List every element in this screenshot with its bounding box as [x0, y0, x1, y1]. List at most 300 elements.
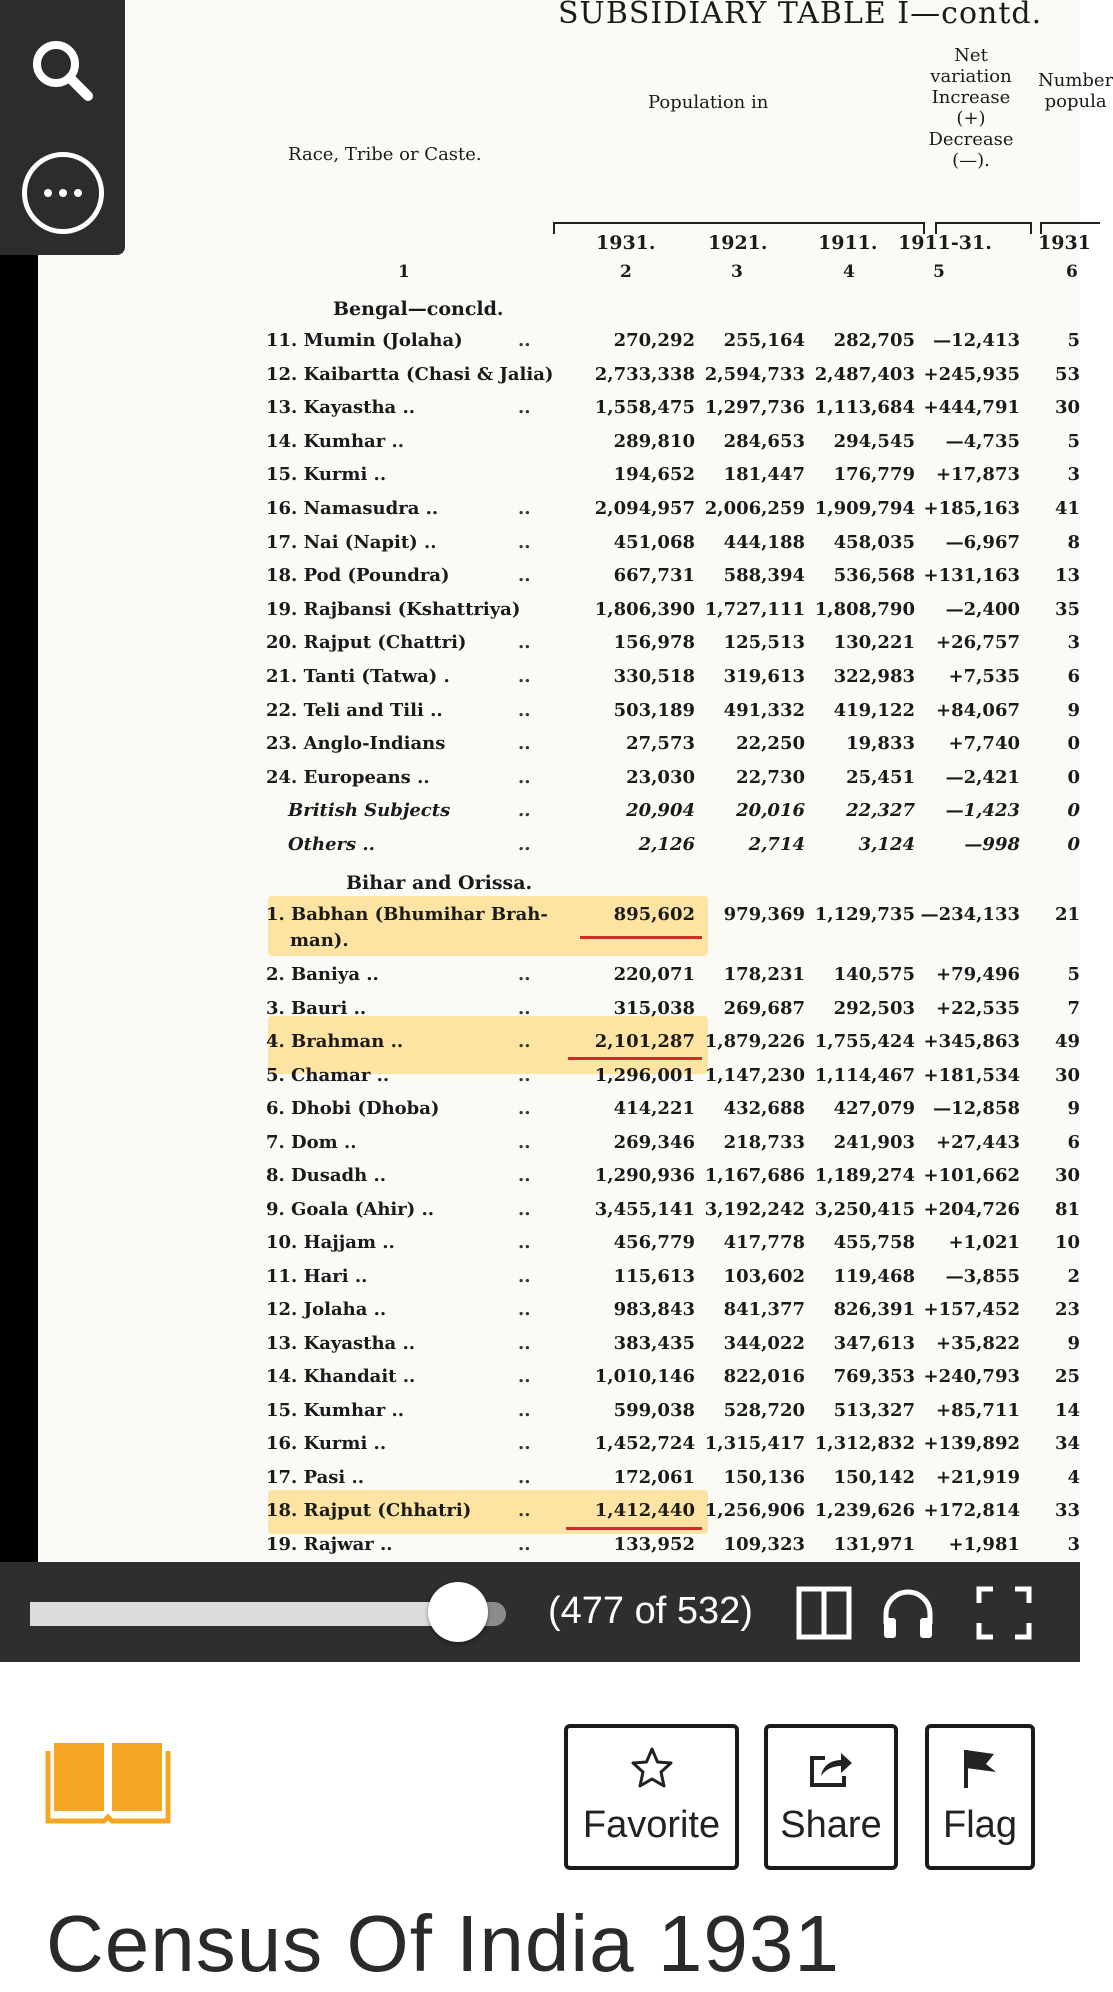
row-name: 9. Goala (Ahir) .. [266, 1198, 435, 1220]
cell-1921: 2,594,733 [704, 363, 805, 385]
cell-1931: 1,296,001 [594, 1064, 695, 1086]
cell-1921: 125,513 [723, 632, 805, 654]
row-name: 13. Kayastha .. [266, 1332, 416, 1354]
cell-number-1931: 3 [1067, 1533, 1080, 1555]
cell-variation: +35,822 [936, 1332, 1020, 1354]
row-leader: .. [518, 1433, 531, 1454]
cell-variation: +157,452 [923, 1299, 1020, 1320]
table-row [38, 796, 1080, 828]
row-name: 5. Chamar .. [266, 1064, 390, 1086]
row-leader: .. [518, 1533, 531, 1555]
fullscreen-button[interactable] [976, 1586, 1032, 1640]
cell-number-1931: 35 [1054, 598, 1080, 620]
cell-variation: +21,919 [936, 1466, 1020, 1488]
cell-1911: 282,705 [833, 330, 915, 351]
cell-variation: —4,735 [945, 430, 1020, 452]
cell-1931: 133,952 [613, 1533, 695, 1555]
cell-variation: +7,535 [948, 666, 1020, 687]
cell-number-1931: 53 [1054, 363, 1080, 385]
cell-1921: 2,006,259 [704, 498, 805, 519]
row-leader: .. [518, 1500, 531, 1521]
cell-variation: —12,413 [933, 330, 1020, 351]
cell-1921: 3,192,242 [704, 1198, 805, 1220]
cell-1911: 769,353 [833, 1366, 915, 1387]
row-leader: .. [518, 997, 531, 1019]
row-leader: .. [518, 1366, 531, 1387]
cell-number-1931: 9 [1067, 1332, 1080, 1354]
cell-number-1931: 4 [1067, 1466, 1080, 1488]
section-bihar-orissa: Bihar and Orissa. [346, 872, 533, 894]
cell-variation: +84,067 [936, 699, 1020, 721]
cell-1921: 2,714 [748, 834, 805, 855]
cell-1931: 2,101,287 [594, 1031, 695, 1052]
cell-1931: 383,435 [613, 1332, 695, 1354]
cell-1911: 1,189,274 [814, 1165, 915, 1186]
table-row [38, 763, 1080, 795]
row-leader: .. [518, 1131, 531, 1153]
cell-1921: 344,022 [723, 1332, 805, 1354]
cell-variation: +101,662 [923, 1165, 1020, 1186]
cell-1911: 1,909,794 [814, 498, 915, 519]
cell-1931: 172,061 [613, 1466, 695, 1488]
table-row [38, 830, 1080, 862]
search-icon [26, 34, 98, 106]
table-row [38, 595, 1080, 627]
cell-1921: 109,323 [723, 1533, 805, 1555]
cell-variation: +204,726 [923, 1198, 1020, 1220]
table-row [38, 994, 1080, 1026]
cell-variation: +185,163 [923, 498, 1020, 519]
table-row [38, 1128, 1080, 1160]
cell-1921: 979,369 [723, 904, 805, 925]
column-number: 4 [843, 262, 855, 282]
column-number: 1 [398, 262, 410, 282]
fullscreen-icon [976, 1586, 1032, 1640]
row-name: 8. Dusadh .. [266, 1165, 387, 1186]
cell-number-1931: 2 [1067, 1265, 1080, 1287]
table-row [38, 326, 1080, 358]
row-name: 19. Rajbansi (Kshattriya) [266, 598, 521, 620]
audio-button[interactable] [880, 1586, 936, 1640]
header-population-in: Population in [648, 92, 769, 113]
row-leader: .. [518, 632, 531, 654]
cell-1911: 25,451 [846, 766, 915, 788]
row-name: 15. Kurmi .. [266, 464, 387, 486]
cell-number-1931: 7 [1067, 997, 1080, 1019]
progress-slider-thumb[interactable] [428, 1582, 488, 1642]
row-leader: .. [518, 565, 531, 587]
cell-1911: 2,487,403 [814, 363, 915, 385]
flag-icon [958, 1746, 1002, 1790]
table-row [38, 1027, 1080, 1059]
row-name: 12. Jolaha .. [266, 1299, 387, 1320]
cell-variation: +7,740 [948, 733, 1020, 755]
row-name: Others .. [288, 834, 375, 855]
table-row [38, 662, 1080, 694]
row-leader: .. [518, 1165, 531, 1186]
favorite-label: Favorite [582, 1804, 721, 1846]
player-bar [0, 1562, 1080, 1662]
table-row [38, 393, 1080, 425]
page-count: (477 of 532) [548, 1590, 753, 1632]
cell-1921: 588,394 [723, 565, 805, 587]
cell-1931: 1,558,475 [594, 397, 695, 419]
cell-variation: +172,814 [923, 1500, 1020, 1521]
babhan-name-continued: man). [290, 930, 349, 951]
year-1911-31: 1911-31. [898, 232, 992, 254]
cell-number-1931: 3 [1067, 464, 1080, 486]
cell-1931: 456,779 [613, 1232, 695, 1253]
cell-number-1931: 0 [1067, 766, 1080, 788]
dot-icon [59, 189, 67, 197]
header-race-tribe-caste: Race, Tribe or Caste. [288, 144, 482, 165]
cell-1931: 220,071 [613, 964, 695, 985]
cell-variation: +139,892 [923, 1433, 1020, 1454]
cell-number-1931: 21 [1054, 904, 1080, 925]
cell-number-1931: 9 [1067, 1098, 1080, 1119]
cell-1911: 292,503 [833, 997, 915, 1019]
cell-1911: 131,971 [833, 1533, 915, 1555]
cell-variation: +1,021 [948, 1232, 1020, 1253]
year-1921: 1921. [708, 232, 768, 254]
cell-number-1931: 34 [1054, 1433, 1080, 1454]
row-name: 14. Kumhar .. [266, 430, 404, 452]
row-name: 7. Dom .. [266, 1131, 357, 1153]
cell-1911: 3,250,415 [814, 1198, 915, 1220]
search-button[interactable] [22, 30, 102, 110]
cell-number-1931: 5 [1067, 330, 1080, 351]
cell-number-1931: 5 [1067, 964, 1080, 985]
row-leader: .. [518, 666, 531, 687]
cell-1921: 1,315,417 [704, 1433, 805, 1454]
table-row [38, 960, 1080, 992]
row-name: 16. Kurmi .. [266, 1433, 387, 1454]
favorite-button[interactable] [564, 1724, 739, 1870]
cell-variation: +1,981 [948, 1533, 1020, 1555]
cell-1931: 2,126 [638, 834, 695, 855]
table-row [38, 729, 1080, 761]
row-name: 6. Dhobi (Dhoba) [266, 1098, 440, 1119]
row-name: 3. Bauri .. [266, 997, 367, 1019]
cell-1931: 330,518 [613, 666, 695, 687]
cell-1931: 194,652 [613, 464, 695, 486]
flag-button[interactable] [925, 1724, 1035, 1870]
cell-1931: 156,978 [613, 632, 695, 654]
table-row [38, 1295, 1080, 1327]
underline-babhan [580, 936, 702, 939]
cell-1931: 270,292 [613, 330, 695, 351]
cell-number-1931: 25 [1054, 1366, 1080, 1387]
cell-1921: 1,879,226 [704, 1031, 805, 1052]
cell-variation: —12,858 [933, 1098, 1020, 1119]
year-1931-pct: 1931 [1038, 232, 1091, 254]
share-button[interactable] [764, 1724, 898, 1870]
cell-number-1931: 9 [1067, 699, 1080, 721]
dot-icon [44, 189, 52, 197]
cell-1911: 513,327 [833, 1399, 915, 1421]
cell-1931: 599,038 [613, 1399, 695, 1421]
row-leader: .. [518, 1466, 531, 1488]
row-name: 17. Pasi .. [266, 1466, 365, 1488]
cell-1921: 269,687 [723, 997, 805, 1019]
table-row [38, 1530, 1080, 1562]
cell-1931: 3,455,141 [594, 1198, 695, 1220]
cell-number-1931: 0 [1067, 733, 1080, 755]
cell-1921: 1,256,906 [704, 1500, 805, 1521]
table-row [38, 1429, 1080, 1461]
column-number: 5 [933, 262, 945, 282]
table-row [38, 1061, 1080, 1093]
cell-1921: 1,167,686 [704, 1165, 805, 1186]
row-name: British Subjects [288, 800, 451, 822]
row-leader: .. [518, 964, 531, 985]
table-row [38, 1463, 1080, 1495]
cell-1921: 284,653 [723, 430, 805, 452]
cell-1921: 218,733 [723, 1131, 805, 1153]
cell-1911: 347,613 [833, 1332, 915, 1354]
cell-1911: 826,391 [833, 1299, 915, 1320]
cell-variation: +17,873 [936, 464, 1020, 486]
cell-variation: —234,133 [920, 904, 1020, 925]
cell-1931: 983,843 [613, 1299, 695, 1320]
cell-1911: 294,545 [833, 430, 915, 452]
cell-variation: +240,793 [923, 1366, 1020, 1387]
row-leader: .. [518, 1198, 531, 1220]
star-icon [630, 1746, 674, 1790]
cell-number-1931: 0 [1067, 800, 1080, 822]
cell-1911: 176,779 [833, 464, 915, 486]
cell-number-1931: 41 [1054, 498, 1080, 519]
cell-variation: +245,935 [923, 363, 1020, 385]
row-name: 23. Anglo-Indians [266, 733, 446, 755]
cell-variation: +27,443 [936, 1131, 1020, 1153]
cell-1911: 427,079 [833, 1098, 915, 1119]
cell-1911: 1,312,832 [814, 1433, 915, 1454]
row-name: 24. Europeans .. [266, 766, 430, 788]
cell-number-1931: 23 [1054, 1299, 1080, 1320]
cell-1911: 1,113,684 [814, 397, 915, 419]
row-name: 16. Namasudra .. [266, 498, 439, 519]
cell-number-1931: 30 [1054, 1064, 1080, 1086]
share-icon [807, 1746, 855, 1790]
more-options-button[interactable] [22, 152, 104, 234]
table-row [38, 1262, 1080, 1294]
cell-1921: 1,727,111 [704, 598, 805, 620]
cell-number-1931: 33 [1054, 1500, 1080, 1521]
table-row [38, 1195, 1080, 1227]
table-row [38, 528, 1080, 560]
share-label: Share [780, 1804, 882, 1846]
row-leader: .. [518, 1332, 531, 1354]
cell-number-1931: 6 [1067, 666, 1080, 687]
cell-1911: 1,755,424 [814, 1031, 915, 1052]
cell-1911: 241,903 [833, 1131, 915, 1153]
cell-number-1931: 14 [1054, 1399, 1080, 1421]
row-leader: .. [518, 498, 531, 519]
table-row [38, 1362, 1080, 1394]
cell-1921: 1,297,736 [704, 397, 805, 419]
cell-1911: 22,327 [846, 800, 915, 822]
cell-1911: 419,122 [833, 699, 915, 721]
table-row [38, 1396, 1080, 1428]
cell-1911: 140,575 [833, 964, 915, 985]
cell-1931: 503,189 [613, 699, 695, 721]
table-row [38, 561, 1080, 593]
cell-1931: 289,810 [613, 430, 695, 452]
cell-number-1931: 0 [1067, 834, 1080, 855]
table-row [38, 1161, 1080, 1193]
table-row [38, 494, 1080, 526]
cell-number-1931: 30 [1054, 1165, 1080, 1186]
cell-number-1931: 49 [1054, 1031, 1080, 1052]
row-leader: .. [518, 1098, 531, 1119]
row-name: 22. Teli and Tili .. [266, 699, 443, 721]
cell-1921: 528,720 [723, 1399, 805, 1421]
cell-1931: 23,030 [626, 766, 695, 788]
cell-1911: 119,468 [833, 1265, 915, 1287]
cell-1921: 20,016 [736, 800, 805, 822]
cell-1921: 319,613 [723, 666, 805, 687]
row-name: 12. Kaibartta (Chasi & Jalia) [266, 363, 554, 385]
cell-1911: 1,129,735 [814, 904, 915, 925]
row-name: 19. Rajwar .. [266, 1533, 393, 1555]
cell-number-1931: 3 [1067, 632, 1080, 654]
cell-number-1931: 6 [1067, 1131, 1080, 1153]
cell-variation: +131,163 [923, 565, 1020, 587]
cell-1921: 491,332 [723, 699, 805, 721]
table-row [38, 1496, 1080, 1528]
cell-1911: 130,221 [833, 632, 915, 654]
row-leader: .. [518, 1399, 531, 1421]
book-title: Census Of India 1931 [46, 1899, 840, 1988]
table-row [38, 900, 1080, 932]
row-leader: .. [518, 397, 531, 419]
cell-variation: +345,863 [923, 1031, 1020, 1052]
table-row [38, 360, 1080, 392]
cell-1931: 895,602 [613, 904, 695, 925]
cell-variation: —1,423 [945, 800, 1020, 822]
row-name: 18. Rajput (Chhatri) [266, 1500, 472, 1521]
cell-1921: 103,602 [723, 1265, 805, 1287]
cell-variation: +79,496 [936, 964, 1020, 985]
cell-1931: 1,412,440 [594, 1500, 695, 1521]
cell-1911: 150,142 [833, 1466, 915, 1488]
table-row [38, 1094, 1080, 1126]
cell-1931: 2,094,957 [594, 498, 695, 519]
row-leader: .. [518, 1299, 531, 1320]
cell-1931: 269,346 [613, 1131, 695, 1153]
cell-1911: 455,758 [833, 1232, 915, 1253]
cell-1931: 667,731 [613, 565, 695, 587]
flag-label: Flag [943, 1804, 1017, 1846]
year-1931: 1931. [596, 232, 656, 254]
two-page-view-button[interactable] [796, 1586, 852, 1640]
cell-number-1931: 13 [1054, 565, 1080, 587]
book-view-icon [796, 1586, 852, 1640]
row-name: 11. Mumin (Jolaha) [266, 330, 463, 351]
cell-number-1931: 5 [1067, 430, 1080, 452]
cell-1921: 417,778 [723, 1232, 805, 1253]
row-leader: .. [518, 330, 531, 351]
cell-1911: 458,035 [833, 531, 915, 553]
row-name: 14. Khandait .. [266, 1366, 416, 1387]
column-number: 2 [620, 262, 632, 282]
cell-1931: 1,452,724 [594, 1433, 695, 1454]
cell-variation: +444,791 [923, 397, 1020, 419]
row-leader: .. [518, 1265, 531, 1287]
row-name: 15. Kumhar .. [266, 1399, 404, 1421]
cell-1931: 2,733,338 [594, 363, 695, 385]
row-leader: .. [518, 531, 531, 553]
book-icon [46, 1735, 170, 1825]
row-leader: .. [518, 800, 531, 822]
cell-1921: 1,147,230 [704, 1064, 805, 1086]
viewer-side-tools [0, 0, 125, 255]
row-name: 1. Babhan (Bhumihar Brah- [266, 904, 548, 925]
dot-icon [74, 189, 82, 197]
cell-1911: 322,983 [833, 666, 915, 687]
cell-1921: 181,447 [723, 464, 805, 486]
row-leader: .. [518, 733, 531, 755]
cell-1911: 1,808,790 [814, 598, 915, 620]
row-name: 17. Nai (Napit) .. [266, 531, 437, 553]
table-row [38, 1228, 1080, 1260]
cell-number-1931: 10 [1054, 1232, 1080, 1253]
cell-1931: 451,068 [613, 531, 695, 553]
cell-1931: 414,221 [613, 1098, 695, 1119]
row-leader: .. [518, 1064, 531, 1086]
cell-variation: —3,855 [945, 1265, 1020, 1287]
header-net-variation: Net variation Increase (+) Decrease (—). [928, 45, 1014, 171]
cell-variation: —2,400 [945, 598, 1020, 620]
cell-number-1931: 8 [1067, 531, 1080, 553]
cell-variation: +22,535 [936, 997, 1020, 1019]
cell-1911: 1,239,626 [814, 1500, 915, 1521]
row-name: 20. Rajput (Chattri) [266, 632, 467, 654]
row-name: 10. Hajjam .. [266, 1232, 395, 1253]
cell-number-1931: 81 [1054, 1198, 1080, 1220]
row-name: 2. Baniya .. [266, 964, 379, 985]
cell-1931: 20,904 [626, 800, 695, 822]
cell-1911: 1,114,467 [814, 1064, 915, 1086]
row-leader: .. [518, 1031, 531, 1052]
cell-1931: 27,573 [626, 733, 695, 755]
cell-1921: 822,016 [723, 1366, 805, 1387]
cell-1931: 1,806,390 [594, 598, 695, 620]
cell-1921: 255,164 [723, 330, 805, 351]
row-name: 21. Tanti (Tatwa) . [266, 666, 450, 687]
cell-variation: +26,757 [936, 632, 1020, 654]
cell-1921: 150,136 [723, 1466, 805, 1488]
row-name: 13. Kayastha .. [266, 397, 416, 419]
row-leader: .. [518, 699, 531, 721]
row-leader: .. [518, 766, 531, 788]
table-title: SUBSIDIARY TABLE I—contd. [558, 0, 1043, 31]
cell-1921: 22,730 [736, 766, 805, 788]
section-bengal: Bengal—concld. [333, 298, 504, 320]
cell-variation: +181,534 [923, 1064, 1020, 1086]
cell-number-1931: 30 [1054, 397, 1080, 419]
headphones-icon [880, 1586, 936, 1640]
progress-slider-fill [30, 1602, 457, 1626]
cell-variation: —2,421 [945, 766, 1020, 788]
row-name: 4. Brahman .. [266, 1031, 404, 1052]
cell-1921: 841,377 [723, 1299, 805, 1320]
year-1911: 1911. [818, 232, 878, 254]
row-name: 11. Hari .. [266, 1265, 368, 1287]
table-row [38, 1329, 1080, 1361]
cell-1911: 536,568 [833, 565, 915, 587]
